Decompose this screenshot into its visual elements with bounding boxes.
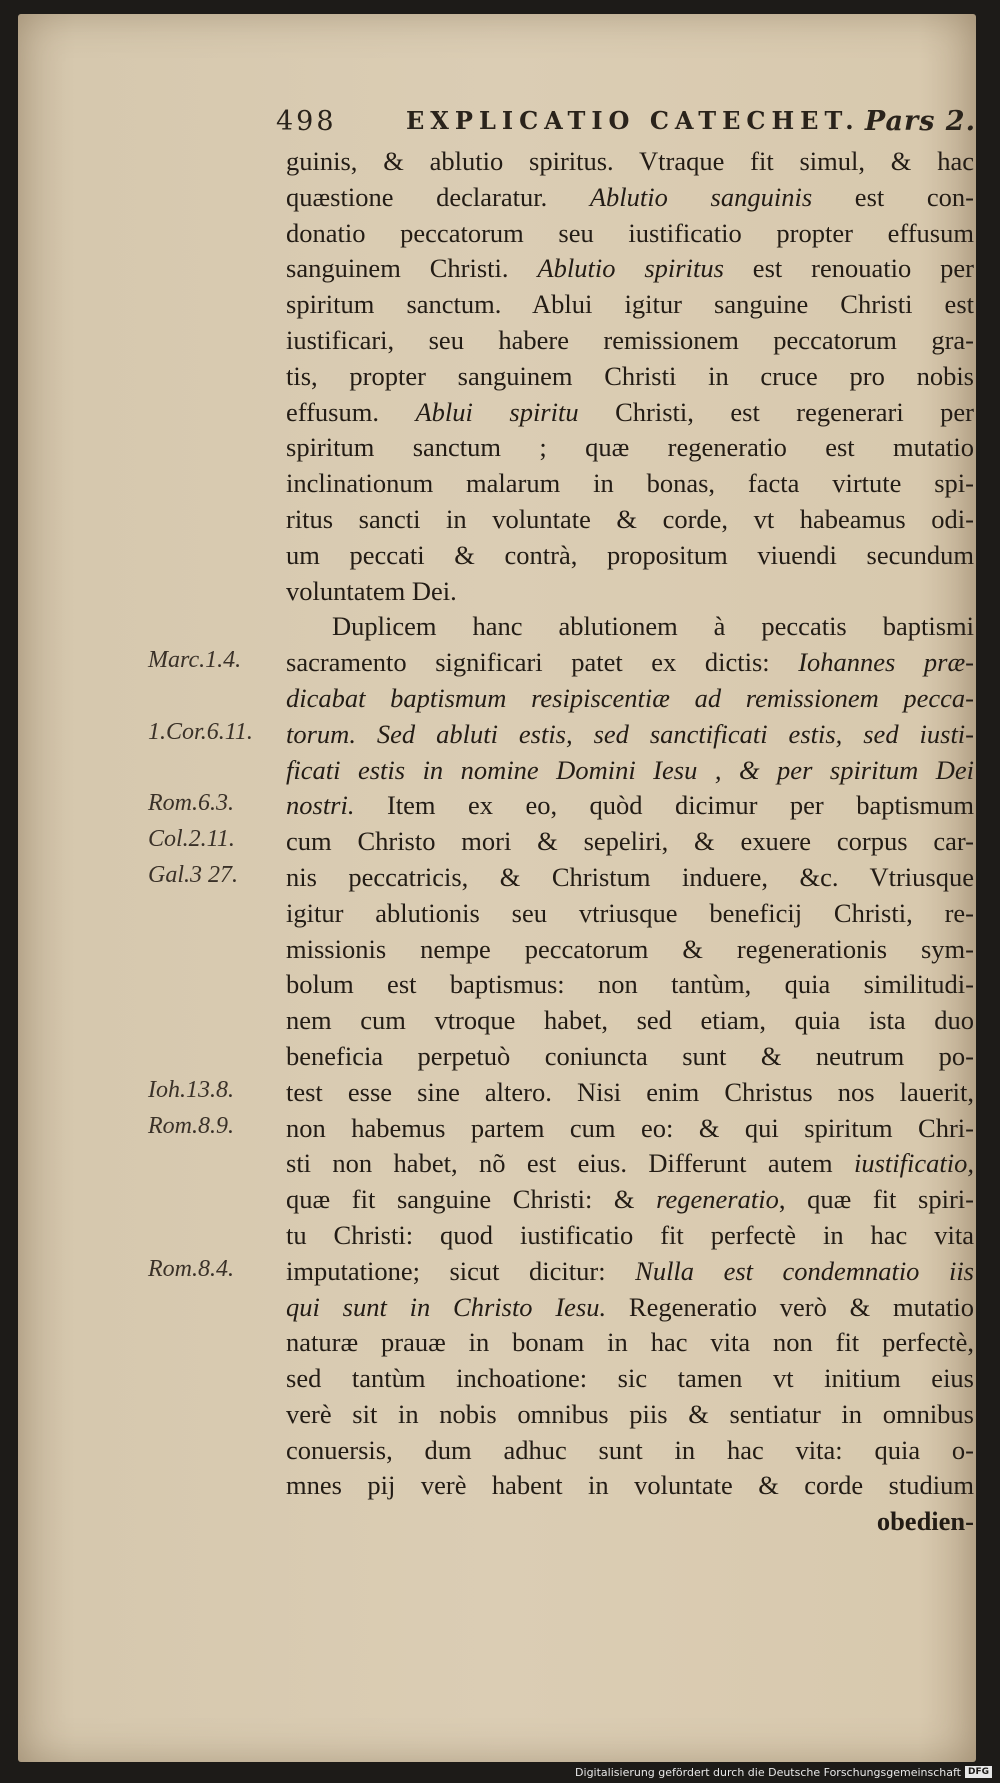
text-line [286, 216, 974, 252]
text-segment: non habemus partem cum eo: & qui spiritum Chri- [286, 1112, 974, 1143]
dfg-logo: DFG [965, 1766, 992, 1778]
text-segment: quæstione declaratur. [286, 181, 590, 212]
text-line [286, 1468, 974, 1504]
italic-segment: ficati estis in nomine Domini Iesu , & per spiritum Dei [286, 754, 974, 785]
text-segment: sanguinem Christi. [286, 253, 538, 284]
text-line [286, 1146, 974, 1182]
text-segment: sti non habet, nõ est eius. Differunt autem [286, 1148, 854, 1179]
text-line [286, 753, 974, 789]
text-line [286, 1325, 974, 1361]
digitization-credit [575, 1765, 992, 1779]
text-line [286, 717, 974, 753]
margin-reference: Rom.6.3. [148, 790, 234, 817]
italic-segment: Nulla est condemnatio iis [635, 1255, 974, 1286]
italic-segment: nostri. [286, 790, 355, 821]
text-segment: cum Christo mori & sepeliri, & exuere corpus car- [286, 826, 974, 857]
text-line [286, 574, 974, 610]
text-line [286, 932, 974, 968]
body-text [286, 144, 974, 1540]
italic-segment: Ablui spiritu [415, 396, 579, 427]
text-line [286, 645, 974, 681]
text-line [286, 466, 974, 502]
text-segment: tu Christi: quod iustificatio fit perfectè in hac vita [286, 1219, 974, 1250]
running-title: EXPLICATIO CATECHET. [406, 106, 860, 135]
text-segment: spiritum sanctum. Ablui igitur sanguine Christi est [286, 289, 974, 320]
margin-reference: 1.Cor.6.11. [148, 718, 253, 745]
text-line [286, 144, 974, 180]
text-line [286, 502, 974, 538]
text-line [286, 251, 974, 287]
italic-segment: dicabat baptismum resipiscentiæ ad remissionem pecca- [286, 682, 974, 713]
text-segment: naturæ prauæ in bonam in hac vita non fit perfectè, [286, 1327, 974, 1358]
text-segment: mnes pij verè habent in voluntate & corde studium [286, 1470, 974, 1501]
text-line [286, 1433, 974, 1469]
italic-segment: Ablutio spiritus [537, 253, 724, 284]
text-segment: quæ fit sanguine Christi: & [286, 1184, 657, 1215]
text-segment: Christi, est regenerari per [578, 396, 975, 427]
italic-segment: Iohannes præ- [798, 647, 974, 678]
text-line [286, 1361, 974, 1397]
credit-text: Digitalisierung gefördert durch die Deutsche Forschungsgemeinschaft [575, 1765, 961, 1779]
book-page [18, 14, 976, 1762]
italic-segment: qui sunt in Christo Iesu. [286, 1291, 607, 1322]
text-segment: voluntatem Dei. [286, 575, 457, 606]
text-segment: beneficia perpetuò coniuncta sunt & neutrum po- [286, 1040, 974, 1071]
text-segment: guinis, & ablutio spiritus. Vtraque fit simul, & hac [286, 146, 974, 176]
text-line [286, 323, 974, 359]
text-line [286, 1039, 974, 1075]
text-line [286, 681, 974, 717]
text-segment: test esse sine altero. Nisi enim Christus nos lauerit, [286, 1076, 974, 1107]
text-segment: tis, propter sanguinem Christi in cruce pro nobis [286, 360, 974, 391]
text-line [286, 1397, 974, 1433]
text-line [286, 180, 974, 216]
running-header [276, 106, 976, 146]
text-segment: igitur ablutionis seu vtriusque beneficij Christi, re- [286, 897, 974, 928]
text-segment: nis peccatricis, & Christum induere, &c. Vtriusque [286, 861, 974, 892]
text-line [286, 967, 974, 1003]
text-segment: inclinationum malarum in bonas, facta virtute spi- [286, 468, 974, 499]
margin-reference: Rom.8.4. [148, 1255, 234, 1282]
text-line [286, 430, 974, 466]
text-segment: verè sit in nobis omnibus piis & sentiatur in omnibus [286, 1398, 974, 1429]
text-segment: effusum. [286, 396, 416, 427]
italic-segment: Ablutio sanguinis [589, 181, 813, 212]
italic-segment: regeneratio [656, 1184, 779, 1215]
text-line [286, 1290, 974, 1326]
text-segment: est renouatio per [723, 253, 974, 284]
text-segment: sed tantùm inchoatione: sic tamen vt initium eius [286, 1363, 974, 1394]
margin-reference: Marc.1.4. [148, 647, 242, 674]
text-line [286, 1075, 974, 1111]
text-segment: Regeneratio verò & mutatio [606, 1291, 975, 1322]
page-number: 498 [276, 106, 337, 137]
text-line [286, 896, 974, 932]
part-label: Pars 2. [864, 106, 976, 137]
text-segment: donatio peccatorum seu iustificatio propter effusum [286, 217, 974, 248]
text-line [286, 1111, 974, 1147]
text-segment: , quæ fit spiri- [778, 1184, 974, 1215]
text-segment: bolum est baptismus: non tantùm, quia similitudi- [286, 969, 974, 1000]
margin-reference: Rom.8.9. [148, 1112, 234, 1139]
text-segment: obedien- [876, 1506, 974, 1537]
text-segment: missionis nempe peccatorum & regenerationis sym- [286, 933, 974, 964]
margin-reference: Ioh.13.8. [148, 1076, 234, 1103]
text-line [286, 538, 974, 574]
text-line [286, 1254, 974, 1290]
margin-reference: Gal.3 27. [148, 862, 238, 888]
text-segment: est con- [812, 181, 974, 212]
text-line [286, 609, 974, 645]
text-line [286, 359, 974, 395]
text-line [286, 1182, 974, 1218]
text-segment: nem cum vtroque habet, sed etiam, quia ista duo [286, 1005, 974, 1036]
text-segment: imputatione; sicut dicitur: [286, 1255, 636, 1286]
text-line [286, 1218, 974, 1254]
text-segment: iustificari, seu habere remissionem peccatorum gra- [286, 324, 974, 355]
italic-segment: torum. Sed abluti estis, sed sanctificati estis, sed iusti- [286, 718, 974, 749]
text-line [286, 1003, 974, 1039]
text-segment: conuersis, dum adhuc sunt in hac vita: quia o- [286, 1434, 974, 1465]
text-line [286, 824, 974, 860]
text-segment: sacramento significari patet ex dictis: [286, 647, 799, 678]
italic-segment: iustificatio, [854, 1148, 974, 1179]
text-line [286, 1504, 974, 1540]
text-segment: Item ex eo, quòd dicimur per baptismum [354, 790, 974, 821]
text-segment: um peccati & contrà, propositum viuendi secundum [286, 539, 974, 570]
text-segment: spiritum sanctum ; quæ regeneratio est mutatio [286, 432, 974, 463]
text-segment: Duplicem hanc ablutionem à peccatis baptismi [332, 611, 974, 642]
text-line [286, 788, 974, 824]
text-line [286, 860, 974, 896]
text-segment: ritus sancti in voluntate & corde, vt habeamus odi- [286, 503, 974, 534]
text-line [286, 395, 974, 431]
text-line [286, 287, 974, 323]
margin-reference: Col.2.11. [148, 826, 235, 853]
